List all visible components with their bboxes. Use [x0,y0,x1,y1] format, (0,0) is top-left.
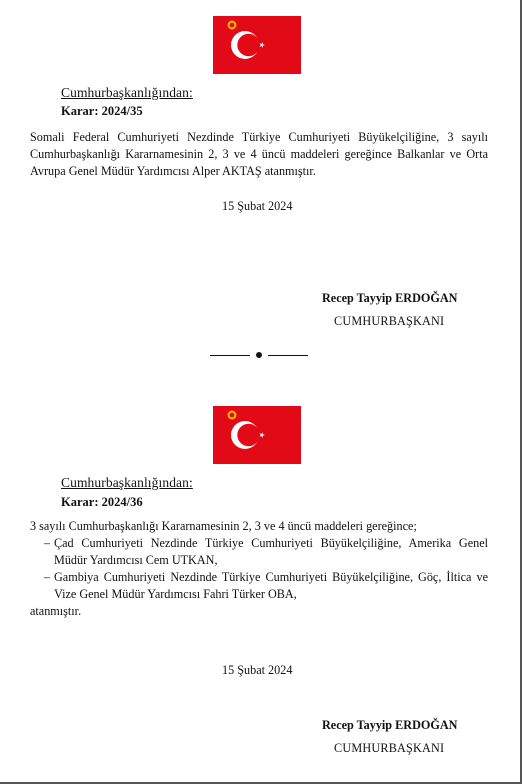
list-item-text: Gambiya Cumhuriyeti Nezdinde Türkiye Cumhuriyeti Büyükelçiliğine, Göç, İltica ve Vize Genel Müdür Yardımcısı Fahri Türker OBA, [54,570,488,601]
turkish-flag-icon [213,16,301,74]
office-heading: Cumhurbaşkanlığından: [61,475,193,490]
office-heading: Cumhurbaşkanlığından: [61,85,193,100]
decision-number: Karar: 2024/36 [61,495,143,509]
decision-closing: atanmıştır. [30,604,82,618]
decision-date: 15 Şubat 2024 [222,199,293,213]
decision-body: Somali Federal Cumhuriyeti Nezdinde Türkiye Cumhuriyeti Büyükelçiliğine, 3 sayılı Cumhurbaşkanlığı Kararnamesinin 2, 3 ve 4 üncü maddeleri gereğince Balkanlar ve Orta Avrupa Genel Müdür Yardımcısı Alper AKTAŞ atanmıştır. [30,130,488,178]
presidential-seal-icon [228,411,237,420]
presidential-seal-icon [228,21,237,30]
decision-number: Karar: 2024/35 [61,104,143,118]
list-item [30,535,488,569]
signer-title: CUMHURBAŞKANI [334,741,445,755]
divider-dot-icon [256,352,262,358]
signer-title: CUMHURBAŞKANI [334,314,445,328]
signer-name: Recep Tayyip ERDOĞAN [322,291,458,305]
list-item [30,569,488,603]
decision-intro: 3 sayılı Cumhurbaşkanlığı Kararnamesinin 2, 3 ve 4 üncü maddeleri gereğince; [30,519,417,533]
turkish-flag-icon [213,406,301,464]
list-dash: – [44,536,51,550]
section-divider [210,349,308,361]
signer-name: Recep Tayyip ERDOĞAN [322,718,458,732]
list-item-text: Çad Cumhuriyeti Nezdinde Türkiye Cumhuriyeti Büyükelçiliğine, Amerika Genel Müdür Yardımcısı Cem UTKAN, [54,536,488,567]
list-dash: – [44,570,51,584]
decision-date: 15 Şubat 2024 [222,663,293,677]
